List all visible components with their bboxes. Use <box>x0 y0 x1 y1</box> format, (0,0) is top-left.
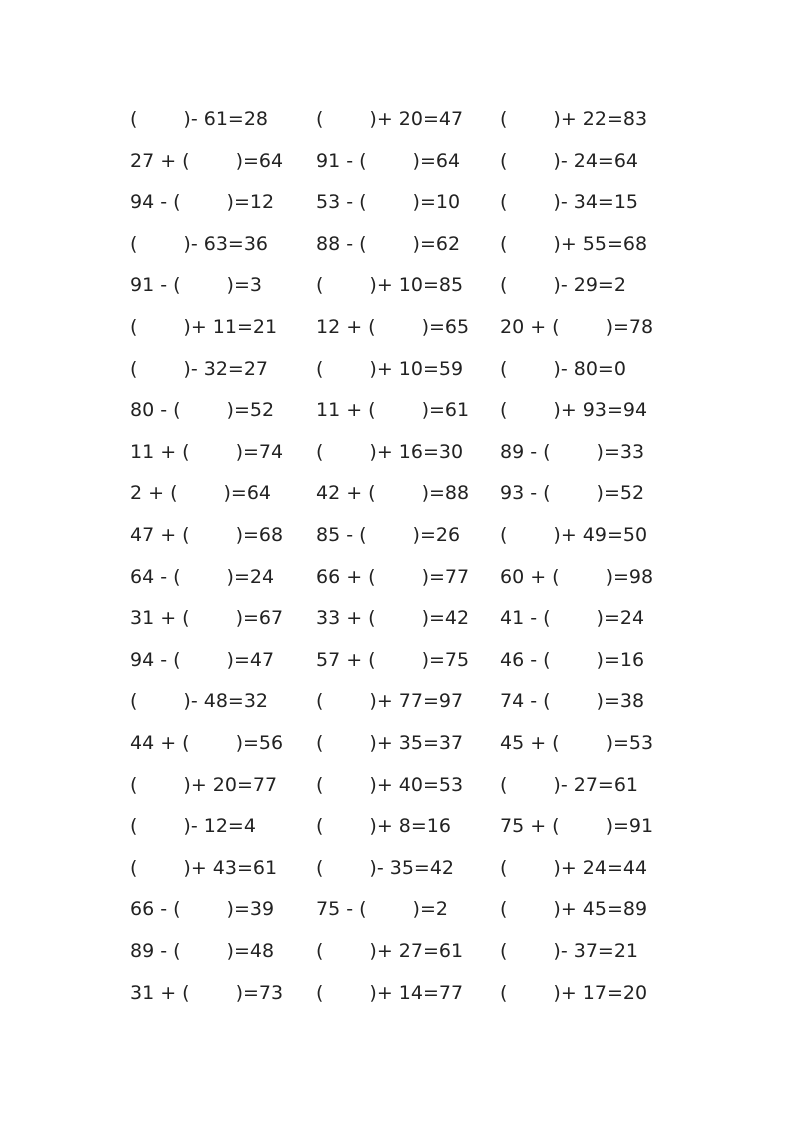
equation-blank: ) <box>553 981 561 1004</box>
equation <box>500 645 660 675</box>
equation-blank: ) <box>412 191 420 214</box>
equation-blank: ) <box>369 981 377 1004</box>
equation-blank: ) <box>553 149 561 172</box>
equation <box>500 354 660 384</box>
equation-left: ( <box>130 232 138 255</box>
equation-blank: ) <box>226 648 234 671</box>
equation <box>500 686 660 716</box>
equation-left: 89 - ( <box>500 440 551 463</box>
equation <box>500 478 660 508</box>
problem-row <box>0 728 794 758</box>
equation-blank: ) <box>369 357 377 380</box>
equation-blank: ) <box>596 607 604 630</box>
equation <box>130 603 290 633</box>
equation <box>500 270 660 300</box>
equation-right: =16 <box>603 648 645 671</box>
equation-blank: ) <box>369 690 377 713</box>
equation-right: =24 <box>603 607 645 630</box>
equation-left: 11 + ( <box>316 399 376 422</box>
equation-right: + 24=44 <box>560 856 648 879</box>
equation <box>316 229 476 259</box>
equation-left: ( <box>500 898 508 921</box>
equation-blank: ) <box>605 565 614 588</box>
problem-row <box>0 187 794 217</box>
equation-left: ( <box>130 690 138 713</box>
equation-blank: ) <box>235 440 244 463</box>
equation-blank: ) <box>605 316 614 338</box>
equation-left: 27 + ( <box>130 149 190 172</box>
equation-blank: ) <box>553 232 561 255</box>
equation-right: - 32=27 <box>190 357 269 380</box>
equation-right: + 49=50 <box>560 524 648 546</box>
equation-blank: ) <box>605 815 614 838</box>
equation-blank: ) <box>369 815 377 838</box>
equation-blank: ) <box>183 357 191 380</box>
equation-right: - 61=28 <box>190 108 269 130</box>
equation-left: 88 - ( <box>316 232 367 255</box>
equation-blank: ) <box>369 732 377 754</box>
equation <box>316 270 476 300</box>
equation <box>316 645 476 675</box>
equation-right: + 93=94 <box>560 399 648 422</box>
equation-left: ( <box>316 773 324 796</box>
equation-blank: ) <box>226 399 234 422</box>
equation <box>130 354 290 384</box>
equation-right: =47 <box>233 648 275 671</box>
equation-blank: ) <box>421 607 430 630</box>
equation-left: ( <box>316 274 324 297</box>
equation-right: =78 <box>613 316 654 338</box>
equation-left: 94 - ( <box>130 648 181 671</box>
problem-row <box>0 936 794 966</box>
equation-left: ( <box>500 399 508 422</box>
equation-blank: ) <box>183 690 191 713</box>
problem-row <box>0 354 794 384</box>
equation-right: =88 <box>429 482 470 505</box>
equation-right: =53 <box>613 732 654 754</box>
equation-left: ( <box>500 149 508 172</box>
equation-blank: ) <box>183 316 191 338</box>
equation-right: =67 <box>243 607 284 630</box>
equation-right: + 14=77 <box>376 981 464 1004</box>
problem-row <box>0 229 794 259</box>
equation <box>500 770 660 800</box>
equation-left: 57 + ( <box>316 648 376 671</box>
equation-right: - 63=36 <box>190 232 269 255</box>
equation-left: 75 - ( <box>316 898 367 921</box>
equation-left: 33 + ( <box>316 607 376 630</box>
equation-left: 91 - ( <box>130 274 181 297</box>
equation-blank: ) <box>226 940 234 962</box>
equation-left: 64 - ( <box>130 565 181 588</box>
equation-right: =3 <box>233 274 262 297</box>
equation-blank: ) <box>183 856 191 879</box>
equation-left: 89 - ( <box>130 940 181 962</box>
equation-right: =12 <box>233 191 275 214</box>
equation-left: 93 - ( <box>500 482 551 505</box>
equation-right: =64 <box>243 149 284 172</box>
equation-right: =42 <box>429 607 470 630</box>
equation-blank: ) <box>596 648 604 671</box>
equation-blank: ) <box>421 648 430 671</box>
equation <box>500 728 660 758</box>
equation-right: - 35=42 <box>376 856 455 879</box>
equation-blank: ) <box>412 232 420 255</box>
problem-row <box>0 478 794 508</box>
equation-left: ( <box>316 815 324 838</box>
equation-left: 80 - ( <box>130 399 181 422</box>
equation-right: - 80=0 <box>560 357 626 380</box>
equation-right: =62 <box>419 232 461 255</box>
equation <box>316 478 476 508</box>
equation-left: 44 + ( <box>130 732 190 754</box>
equation <box>130 312 290 342</box>
equation <box>130 395 290 425</box>
equation <box>130 229 290 259</box>
equation-left: ( <box>500 232 508 255</box>
equation <box>130 728 290 758</box>
equation-left: 85 - ( <box>316 524 367 546</box>
equation-blank: ) <box>553 399 561 422</box>
equation-right: + 17=20 <box>560 981 648 1004</box>
equation <box>130 437 290 467</box>
equation <box>316 354 476 384</box>
equation <box>130 146 290 176</box>
problem-row <box>0 395 794 425</box>
equation <box>500 603 660 633</box>
equation-right: + 43=61 <box>190 856 278 879</box>
problem-row <box>0 562 794 592</box>
problem-row <box>0 645 794 675</box>
equation-blank: ) <box>421 316 430 338</box>
equation <box>316 686 476 716</box>
equation <box>316 978 476 1008</box>
equation-right: + 40=53 <box>376 773 464 796</box>
equation-left: 20 + ( <box>500 316 560 338</box>
equation-right: =91 <box>613 815 654 838</box>
equation-blank: ) <box>235 732 244 754</box>
equation <box>316 936 476 966</box>
equation <box>500 894 660 924</box>
equation-right: =38 <box>603 690 645 713</box>
equation-right: =10 <box>419 191 461 214</box>
equation-blank: ) <box>553 274 561 297</box>
equation-blank: ) <box>226 898 234 921</box>
equation-right: =98 <box>613 565 654 588</box>
equation-right: - 24=64 <box>560 149 639 172</box>
equation-left: ( <box>130 815 138 838</box>
equation-right: - 12=4 <box>190 815 256 838</box>
equation-left: ( <box>500 524 508 546</box>
equation-blank: ) <box>553 773 561 796</box>
equation-right: + 55=68 <box>560 232 648 255</box>
equation-right: - 34=15 <box>560 191 639 214</box>
equation-blank: ) <box>235 524 244 546</box>
equation-left: 94 - ( <box>130 191 181 214</box>
equation <box>500 146 660 176</box>
equation-left: 2 + ( <box>130 482 178 505</box>
equation <box>500 562 660 592</box>
equation-left: 75 + ( <box>500 815 560 838</box>
equation-blank: ) <box>412 898 420 921</box>
equation-right: - 29=2 <box>560 274 626 297</box>
equation <box>130 562 290 592</box>
equation-left: ( <box>316 690 324 713</box>
equation-blank: ) <box>369 108 377 130</box>
problem-row <box>0 146 794 176</box>
equation-right: + 16=30 <box>376 440 464 463</box>
equation-blank: ) <box>183 815 191 838</box>
equation-right: =68 <box>243 524 284 546</box>
equation-right: =52 <box>233 399 275 422</box>
equation-left: ( <box>500 357 508 380</box>
equation-right: =65 <box>429 316 470 338</box>
equation-blank: ) <box>421 399 430 422</box>
equation-left: ( <box>130 108 138 130</box>
equation-left: 91 - ( <box>316 149 367 172</box>
equation-right: =24 <box>233 565 275 588</box>
equation <box>500 229 660 259</box>
equation-left: ( <box>130 773 138 796</box>
equation-right: + 27=61 <box>376 940 464 962</box>
equation <box>500 853 660 883</box>
equation <box>130 520 290 550</box>
equation-right: + 35=37 <box>376 732 464 754</box>
equation-right: + 77=97 <box>376 690 464 713</box>
equation-right: =26 <box>419 524 461 546</box>
equation <box>500 187 660 217</box>
problem-row <box>0 811 794 841</box>
equation <box>500 312 660 342</box>
equation-blank: ) <box>421 482 430 505</box>
equation-right: =64 <box>419 149 461 172</box>
problem-row <box>0 104 794 134</box>
equation-left: ( <box>500 274 508 297</box>
problem-row <box>0 894 794 924</box>
equation-blank: ) <box>553 856 561 879</box>
equation-right: + 10=59 <box>376 357 464 380</box>
equation <box>316 395 476 425</box>
equation-left: ( <box>316 981 324 1004</box>
equation-blank: ) <box>553 191 561 214</box>
equation-left: ( <box>500 108 508 130</box>
equation-blank: ) <box>553 524 561 546</box>
problem-row <box>0 686 794 716</box>
equation-blank: ) <box>183 108 191 130</box>
equation <box>130 936 290 966</box>
equation-left: ( <box>316 108 324 130</box>
problem-row <box>0 312 794 342</box>
equation-right: =2 <box>419 898 448 921</box>
problem-row <box>0 520 794 550</box>
equation-left: ( <box>130 856 138 879</box>
equation-left: 31 + ( <box>130 981 190 1004</box>
equation-blank: ) <box>596 440 604 463</box>
equation-right: =48 <box>233 940 275 962</box>
equation-blank: ) <box>235 607 244 630</box>
equation <box>316 770 476 800</box>
equation-blank: ) <box>553 108 561 130</box>
equation-right: + 22=83 <box>560 108 648 130</box>
equation-blank: ) <box>235 149 244 172</box>
equation <box>316 853 476 883</box>
equation <box>316 728 476 758</box>
equation-left: ( <box>316 357 324 380</box>
equation-left: ( <box>500 940 508 962</box>
equation-right: =61 <box>429 399 470 422</box>
equation <box>500 811 660 841</box>
equation <box>500 520 660 550</box>
equation-blank: ) <box>226 191 234 214</box>
equation-right: + 8=16 <box>376 815 451 838</box>
equation-left: ( <box>130 357 138 380</box>
equation-left: 66 - ( <box>130 898 181 921</box>
equation <box>130 270 290 300</box>
equation-blank: ) <box>553 898 561 921</box>
equation-left: 66 + ( <box>316 565 376 588</box>
equation-left: 60 + ( <box>500 565 560 588</box>
problem-row <box>0 270 794 300</box>
equation-blank: ) <box>235 981 244 1004</box>
equation-right: + 20=47 <box>376 108 464 130</box>
equation-blank: ) <box>369 440 377 463</box>
equation-left: 74 - ( <box>500 690 551 713</box>
equation-right: + 10=85 <box>376 274 464 297</box>
equation <box>316 520 476 550</box>
equation <box>130 645 290 675</box>
equation-left: 11 + ( <box>130 440 190 463</box>
equation-right: =73 <box>243 981 284 1004</box>
equation <box>130 187 290 217</box>
problem-row <box>0 853 794 883</box>
equation-left: ( <box>316 856 324 879</box>
equation <box>316 104 476 134</box>
equation-right: + 45=89 <box>560 898 648 921</box>
equation <box>500 395 660 425</box>
problem-row <box>0 978 794 1008</box>
equation-left: 12 + ( <box>316 316 376 338</box>
equation-right: + 11=21 <box>190 316 278 338</box>
equation-blank: ) <box>226 274 234 297</box>
equation-blank: ) <box>412 149 420 172</box>
equation-blank: ) <box>369 274 377 297</box>
equation <box>130 894 290 924</box>
equation-blank: ) <box>369 773 377 796</box>
equation <box>316 187 476 217</box>
equation-blank: ) <box>596 482 604 505</box>
equation-right: =64 <box>230 482 272 505</box>
equation-blank: ) <box>553 940 561 962</box>
equation <box>316 146 476 176</box>
equation-right: - 27=61 <box>560 773 639 796</box>
equation-left: 41 - ( <box>500 607 551 630</box>
equation-left: ( <box>500 191 508 214</box>
equation <box>316 437 476 467</box>
equation-left: 47 + ( <box>130 524 190 546</box>
equation <box>130 686 290 716</box>
equation <box>130 853 290 883</box>
equation <box>130 770 290 800</box>
problem-row <box>0 603 794 633</box>
equation <box>500 104 660 134</box>
equation-right: - 48=32 <box>190 690 269 713</box>
equation-right: - 37=21 <box>560 940 639 962</box>
equation <box>500 978 660 1008</box>
equation-blank: ) <box>369 856 377 879</box>
equation-left: ( <box>316 940 324 962</box>
equation-left: ( <box>500 856 508 879</box>
equation-right: =56 <box>243 732 284 754</box>
equation-blank: ) <box>596 690 604 713</box>
equation-right: =75 <box>429 648 470 671</box>
equation <box>500 936 660 966</box>
equation <box>316 894 476 924</box>
equation-blank: ) <box>369 940 377 962</box>
equation-left: 45 + ( <box>500 732 560 754</box>
equation <box>316 603 476 633</box>
equation-right: =52 <box>603 482 645 505</box>
equation-left: 31 + ( <box>130 607 190 630</box>
equation <box>130 478 290 508</box>
equation-blank: ) <box>412 524 420 546</box>
equation-blank: ) <box>183 773 191 796</box>
equation-right: =74 <box>243 440 284 463</box>
equation-blank: ) <box>226 565 234 588</box>
equation-left: ( <box>316 732 324 754</box>
equation <box>130 978 290 1008</box>
equation-left: 53 - ( <box>316 191 367 214</box>
equation <box>316 562 476 592</box>
equation-left: ( <box>500 773 508 796</box>
equation-left: 42 + ( <box>316 482 376 505</box>
equation-right: =33 <box>603 440 645 463</box>
equation-blank: ) <box>223 482 231 505</box>
equation-right: =77 <box>429 565 470 588</box>
problem-row <box>0 770 794 800</box>
equation-left: ( <box>500 981 508 1004</box>
equation-blank: ) <box>553 357 561 380</box>
equation-left: ( <box>130 316 138 338</box>
equation-right: =39 <box>233 898 275 921</box>
equation-left: ( <box>316 440 324 463</box>
equation <box>316 811 476 841</box>
problem-row <box>0 437 794 467</box>
equation <box>130 104 290 134</box>
equation-left: 46 - ( <box>500 648 551 671</box>
equation-blank: ) <box>183 232 191 255</box>
equation-blank: ) <box>421 565 430 588</box>
equation-blank: ) <box>605 732 614 754</box>
equation <box>500 437 660 467</box>
equation <box>130 811 290 841</box>
equation <box>316 312 476 342</box>
equation-right: + 20=77 <box>190 773 278 796</box>
